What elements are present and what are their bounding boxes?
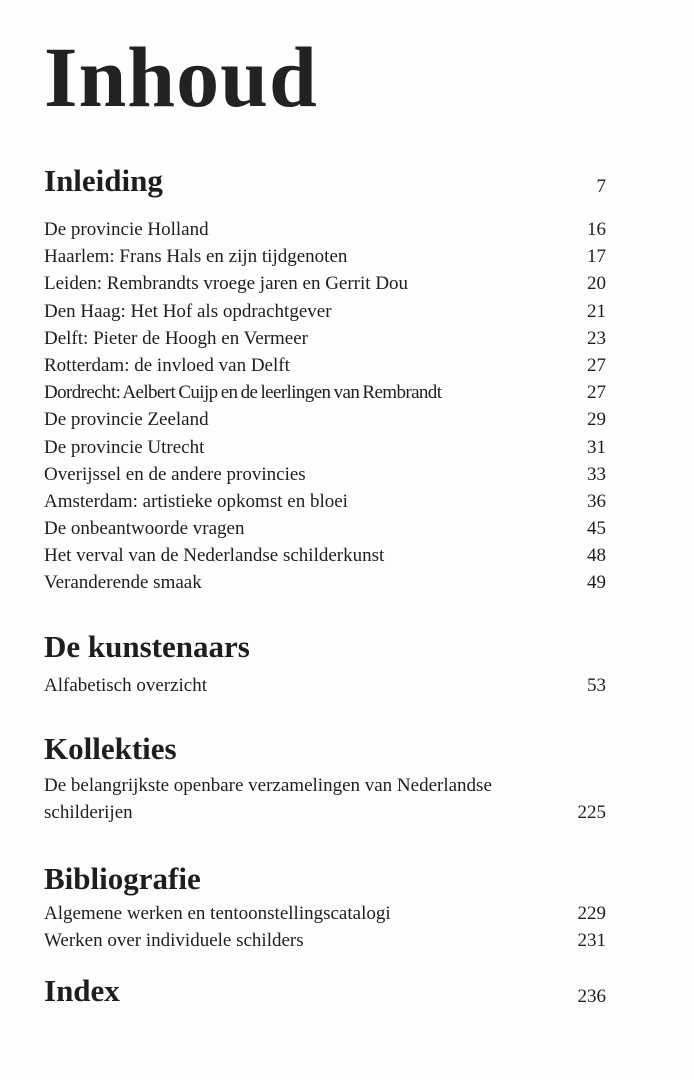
entry-page: 27 bbox=[587, 354, 606, 376]
entry-title: Overijssel en de andere provincies bbox=[44, 463, 306, 485]
entry-page: 33 bbox=[587, 463, 606, 485]
toc-entry bbox=[44, 927, 606, 954]
entry-title: Delft: Pieter de Hoogh en Vermeer bbox=[44, 327, 308, 349]
toc-entry bbox=[44, 243, 606, 270]
toc-entry bbox=[44, 352, 606, 379]
toc-entry bbox=[44, 515, 606, 542]
entry-title: Werken over individuele schilders bbox=[44, 930, 304, 952]
toc-entry bbox=[44, 461, 606, 488]
entry-title: Veranderende smaak bbox=[44, 572, 202, 594]
entry-page: 48 bbox=[587, 545, 606, 567]
entry-title: De belangrijkste openbare verzamelingen van Nederlandse schilderijen bbox=[44, 775, 492, 823]
section-heading-row bbox=[44, 970, 606, 1010]
toc-entry bbox=[44, 270, 606, 297]
toc-entry bbox=[44, 542, 606, 569]
entry-page: 21 bbox=[587, 300, 606, 322]
section-kollekties bbox=[44, 728, 606, 826]
section-heading-row bbox=[44, 858, 606, 898]
section-heading: Bibliografie bbox=[44, 861, 201, 896]
toc-entry bbox=[44, 488, 606, 515]
entry-page: 23 bbox=[587, 327, 606, 349]
section-index bbox=[44, 970, 606, 1010]
entry-title: Rotterdam: de invloed van Delft bbox=[44, 354, 290, 376]
entry-title: Amsterdam: artistieke opkomst en bloei bbox=[44, 490, 348, 512]
section-kunstenaars bbox=[44, 626, 606, 699]
page-title: Inhoud bbox=[44, 29, 318, 125]
section-bibliografie bbox=[44, 858, 606, 954]
toc-entry bbox=[44, 434, 606, 461]
toc-entry bbox=[44, 672, 606, 699]
entry-page: 225 bbox=[577, 802, 606, 823]
entry-page: 229 bbox=[577, 903, 606, 924]
entry-title: Algemene werken en tentoonstellingscatalogi bbox=[44, 903, 391, 924]
entry-page: 20 bbox=[587, 273, 606, 295]
section-heading: Kollekties bbox=[44, 731, 177, 766]
section-inleiding bbox=[44, 160, 606, 597]
toc-entry bbox=[44, 569, 606, 596]
toc-entry bbox=[44, 325, 606, 352]
entry-page: 31 bbox=[587, 436, 606, 458]
toc-entry bbox=[44, 379, 606, 406]
entry-page: 53 bbox=[587, 675, 606, 696]
page-number: 7 bbox=[596, 176, 606, 197]
toc-entry bbox=[44, 900, 606, 927]
entry-title: Leiden: Rembrandts vroege jaren en Gerrit Dou bbox=[44, 273, 409, 295]
toc-entry bbox=[44, 772, 606, 826]
entry-page: 36 bbox=[587, 490, 606, 512]
entry-page: 29 bbox=[587, 409, 606, 431]
entry-page: 17 bbox=[587, 246, 606, 268]
entry-title: Alfabetisch overzicht bbox=[44, 675, 208, 696]
toc-entry bbox=[44, 406, 606, 433]
entry-page: 16 bbox=[587, 219, 606, 240]
section-heading: De kunstenaars bbox=[44, 629, 250, 664]
entry-title: Haarlem: Frans Hals en zijn tijdgenoten bbox=[44, 246, 348, 268]
entry-title: Het verval van de Nederlandse schilderkunst bbox=[44, 545, 385, 567]
entry-page: 231 bbox=[577, 930, 606, 952]
toc-entry bbox=[44, 216, 606, 243]
section-heading-row bbox=[44, 160, 606, 200]
entry-title: De provincie Holland bbox=[44, 219, 209, 240]
entry-title: De provincie Utrecht bbox=[44, 436, 205, 458]
entry-title: Dordrecht: Aelbert Cuijp en de leerlingen van Rembrandt bbox=[44, 382, 442, 404]
section-heading-row bbox=[44, 626, 606, 666]
entry-page: 45 bbox=[587, 518, 606, 540]
page-number: 236 bbox=[577, 986, 606, 1007]
entry-page: 49 bbox=[587, 572, 606, 594]
entry-title: Den Haag: Het Hof als opdrachtgever bbox=[44, 300, 332, 322]
section-heading: Inleiding bbox=[44, 163, 163, 198]
toc-entry bbox=[44, 298, 606, 325]
entry-title: De onbeantwoorde vragen bbox=[44, 518, 245, 540]
section-heading-row bbox=[44, 728, 606, 768]
entry-title: De provincie Zeeland bbox=[44, 409, 209, 431]
section-heading: Index bbox=[44, 973, 120, 1008]
entry-page: 27 bbox=[587, 382, 606, 404]
